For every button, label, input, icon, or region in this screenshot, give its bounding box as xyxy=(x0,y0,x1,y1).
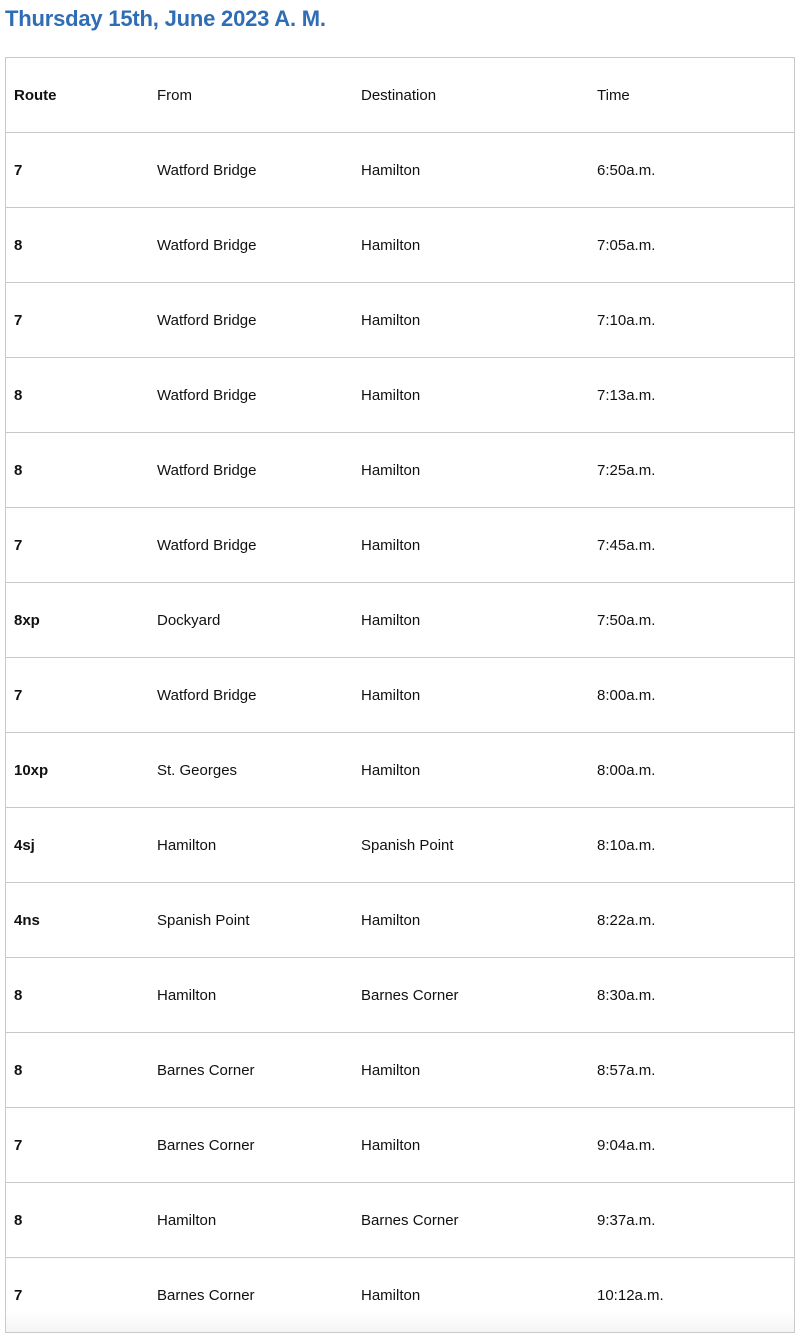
cell-time: 8:00a.m. xyxy=(597,733,795,808)
cell-route: 4ns xyxy=(6,883,158,958)
cell-destination: Hamilton xyxy=(361,1033,597,1108)
table-row xyxy=(6,583,795,658)
table-row xyxy=(6,208,795,283)
cell-time: 9:37a.m. xyxy=(597,1183,795,1258)
cell-route: 8 xyxy=(6,208,158,283)
cell-destination: Hamilton xyxy=(361,883,597,958)
cell-from: Watford Bridge xyxy=(157,658,361,733)
cell-time: 8:22a.m. xyxy=(597,883,795,958)
table-header-row xyxy=(6,58,795,133)
cell-route: 7 xyxy=(6,508,158,583)
cell-destination: Hamilton xyxy=(361,358,597,433)
cell-route: 8 xyxy=(6,1183,158,1258)
table-row xyxy=(6,133,795,208)
timetable-body xyxy=(6,133,795,1333)
table-row xyxy=(6,358,795,433)
cell-from: Hamilton xyxy=(157,1183,361,1258)
cell-from: Watford Bridge xyxy=(157,358,361,433)
cell-destination: Hamilton xyxy=(361,1108,597,1183)
table-row xyxy=(6,1108,795,1183)
cell-route: 8 xyxy=(6,958,158,1033)
cell-from: Barnes Corner xyxy=(157,1033,361,1108)
cell-time: 8:57a.m. xyxy=(597,1033,795,1108)
cell-time: 6:50a.m. xyxy=(597,133,795,208)
cell-time: 7:50a.m. xyxy=(597,583,795,658)
table-row xyxy=(6,958,795,1033)
table-row xyxy=(6,508,795,583)
cell-from: St. Georges xyxy=(157,733,361,808)
cell-from: Watford Bridge xyxy=(157,133,361,208)
cell-destination: Spanish Point xyxy=(361,808,597,883)
cell-from: Hamilton xyxy=(157,958,361,1033)
cell-time: 7:45a.m. xyxy=(597,508,795,583)
table-row xyxy=(6,1183,795,1258)
cell-route: 8 xyxy=(6,358,158,433)
table-row xyxy=(6,733,795,808)
table-row xyxy=(6,283,795,358)
table-row xyxy=(6,658,795,733)
table-row xyxy=(6,1258,795,1333)
bus-timetable xyxy=(5,57,795,1333)
cell-destination: Hamilton xyxy=(361,133,597,208)
cell-from: Watford Bridge xyxy=(157,208,361,283)
cell-from: Hamilton xyxy=(157,808,361,883)
cell-destination: Hamilton xyxy=(361,733,597,808)
table-row xyxy=(6,808,795,883)
cell-time: 7:10a.m. xyxy=(597,283,795,358)
cell-destination: Hamilton xyxy=(361,658,597,733)
table-row xyxy=(6,1033,795,1108)
cell-time: 7:13a.m. xyxy=(597,358,795,433)
cell-from: Dockyard xyxy=(157,583,361,658)
cell-from: Spanish Point xyxy=(157,883,361,958)
cell-destination: Hamilton xyxy=(361,583,597,658)
cell-time: 10:12a.m. xyxy=(597,1258,795,1333)
cell-from: Barnes Corner xyxy=(157,1258,361,1333)
cell-route: 10xp xyxy=(6,733,158,808)
cell-destination: Hamilton xyxy=(361,508,597,583)
cell-route: 8 xyxy=(6,433,158,508)
cell-route: 8xp xyxy=(6,583,158,658)
cell-destination: Hamilton xyxy=(361,1258,597,1333)
cell-time: 9:04a.m. xyxy=(597,1108,795,1183)
cell-from: Watford Bridge xyxy=(157,508,361,583)
cell-from: Watford Bridge xyxy=(157,283,361,358)
cell-destination: Barnes Corner xyxy=(361,958,597,1033)
table-row xyxy=(6,883,795,958)
cell-route: 4sj xyxy=(6,808,158,883)
header-route: Route xyxy=(6,58,158,133)
cell-route: 7 xyxy=(6,658,158,733)
header-from: From xyxy=(157,58,361,133)
cell-destination: Hamilton xyxy=(361,433,597,508)
cell-time: 8:00a.m. xyxy=(597,658,795,733)
cell-destination: Hamilton xyxy=(361,208,597,283)
cell-route: 7 xyxy=(6,283,158,358)
cell-route: 7 xyxy=(6,133,158,208)
cell-destination: Barnes Corner xyxy=(361,1183,597,1258)
cell-time: 7:05a.m. xyxy=(597,208,795,283)
cell-time: 8:30a.m. xyxy=(597,958,795,1033)
cell-route: 7 xyxy=(6,1258,158,1333)
table-row xyxy=(6,433,795,508)
cell-route: 7 xyxy=(6,1108,158,1183)
cell-route: 8 xyxy=(6,1033,158,1108)
cell-from: Watford Bridge xyxy=(157,433,361,508)
cell-from: Barnes Corner xyxy=(157,1108,361,1183)
header-destination: Destination xyxy=(361,58,597,133)
cell-time: 8:10a.m. xyxy=(597,808,795,883)
header-time: Time xyxy=(597,58,795,133)
cell-destination: Hamilton xyxy=(361,283,597,358)
cell-time: 7:25a.m. xyxy=(597,433,795,508)
page-title: Thursday 15th, June 2023 A. M. xyxy=(5,6,326,31)
